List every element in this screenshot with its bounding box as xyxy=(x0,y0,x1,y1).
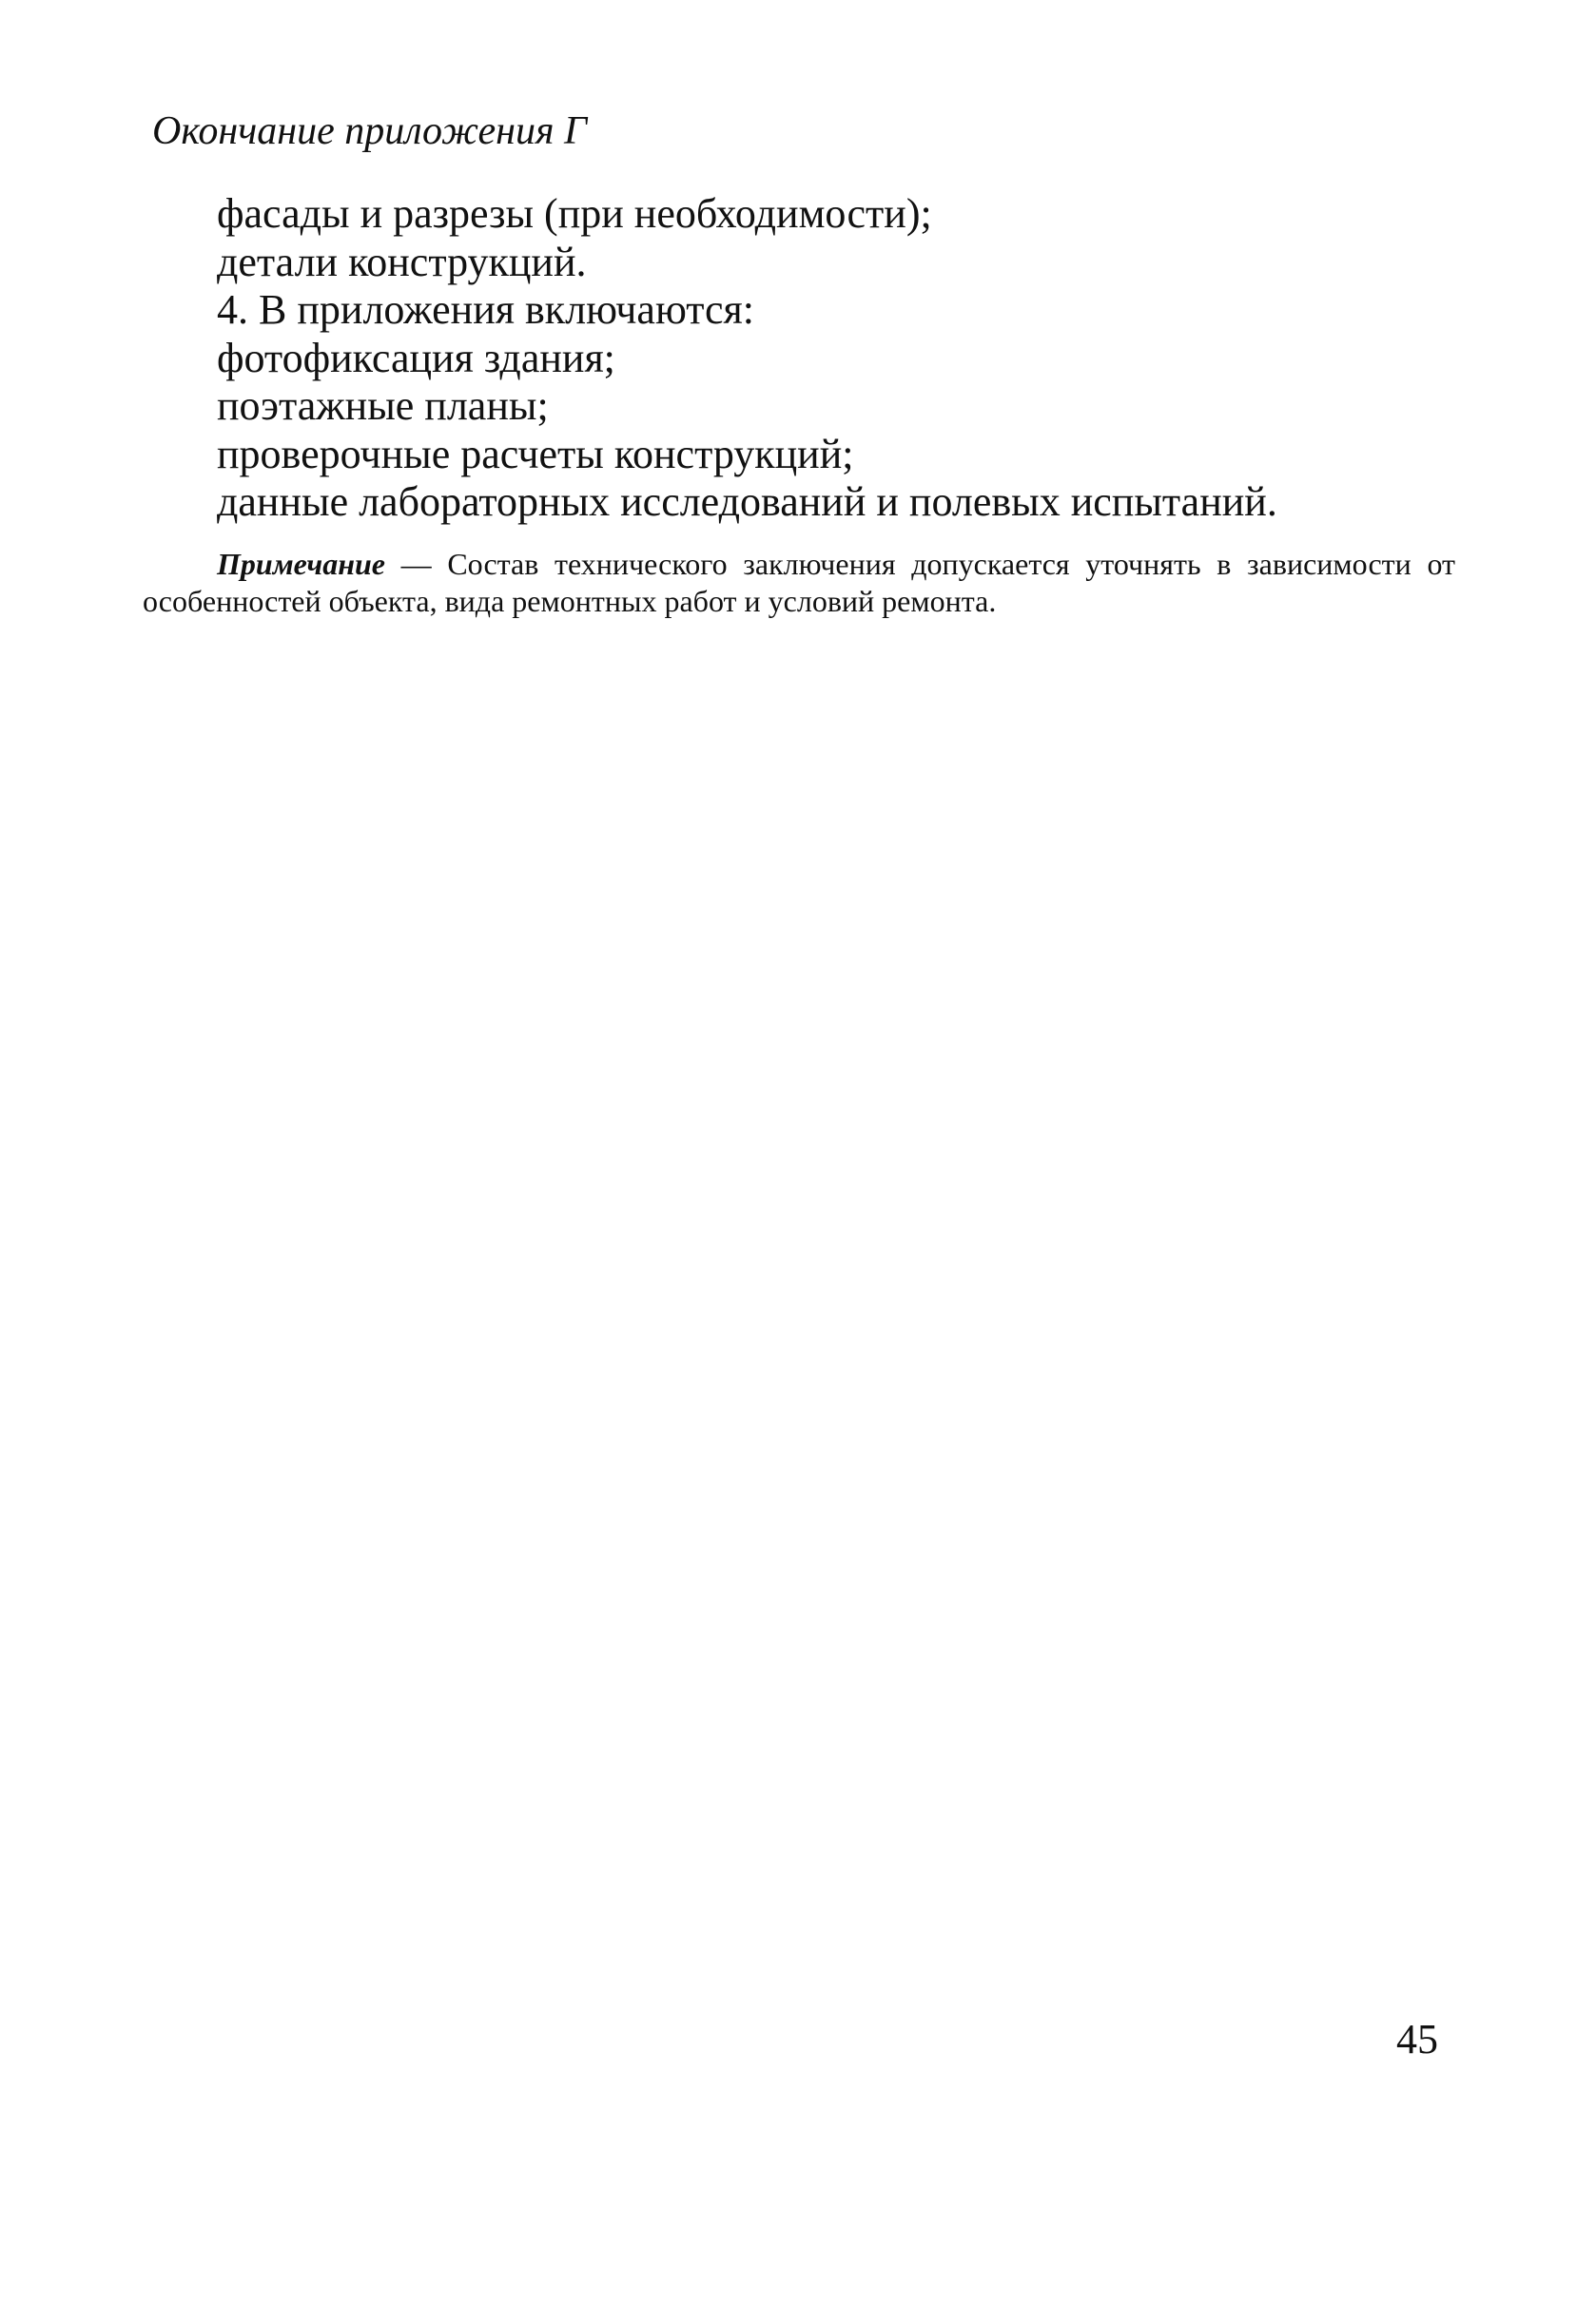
list-item: фотофиксация здания; xyxy=(217,334,615,381)
list-item: проверочные расчеты конструкций; xyxy=(217,430,854,477)
list-item: данные лабораторных исследований и полевых испытаний. xyxy=(217,478,1277,525)
list-item: детали конструкций. xyxy=(217,238,587,285)
appendix-content-list xyxy=(217,190,1277,527)
appendix-continuation-header: Окончание приложения Г xyxy=(152,109,587,153)
list-item: фасады и разрезы (при необходимости); xyxy=(217,190,932,237)
page-number: 45 xyxy=(1396,2016,1438,2063)
list-item: поэтажные планы; xyxy=(217,382,549,429)
note-text: Состав технического заключения допускается уточнять в зависимости от особенностей объекта, вида ремонтных работ и условий ремонта. xyxy=(143,547,1456,618)
note-separator: — xyxy=(384,547,448,581)
note-paragraph xyxy=(143,546,1455,620)
list-item: 4. В приложения включаются: xyxy=(217,286,754,333)
note-label: Примечание xyxy=(217,547,385,581)
